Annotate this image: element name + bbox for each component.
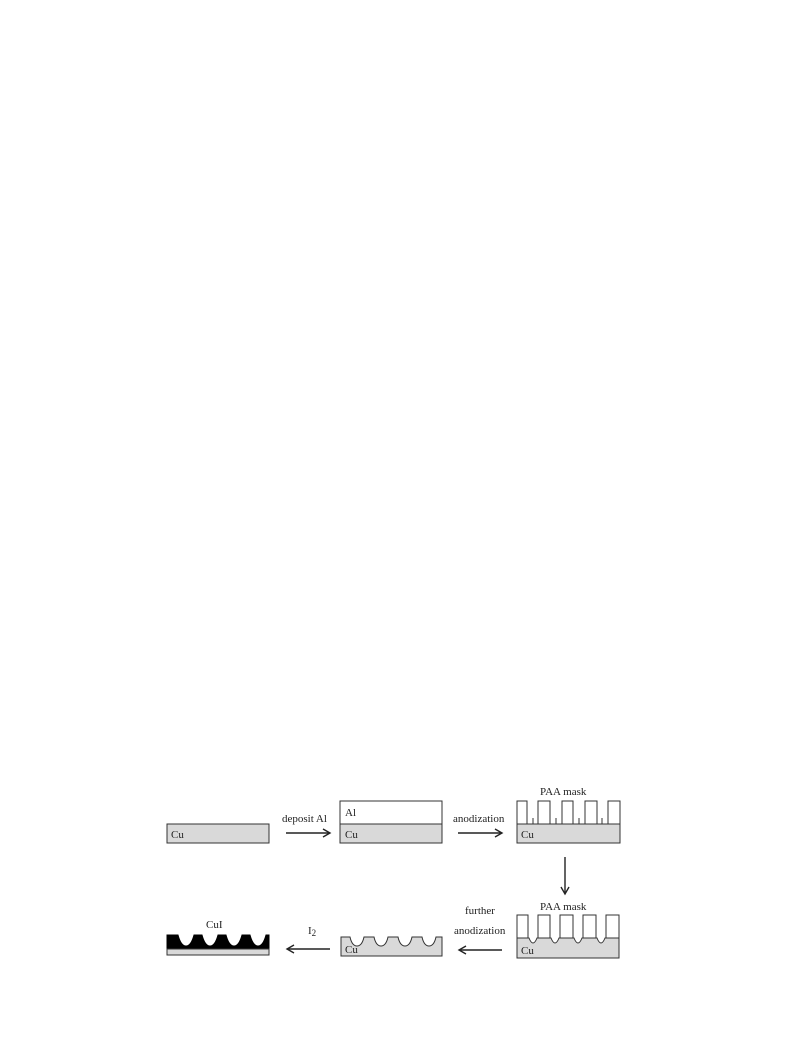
step1-substrate: [167, 824, 269, 843]
step6-cui: [167, 919, 269, 955]
cu-label: Cu: [345, 944, 358, 956]
arrow-anodization: [453, 813, 505, 837]
arrow-down: [561, 857, 569, 894]
i2-label: I2: [308, 925, 317, 938]
arrow-i2: [287, 925, 330, 953]
further-label: further: [465, 905, 495, 917]
step5-porous-cu: [341, 937, 442, 956]
paa-pillars: [517, 801, 620, 824]
further-anodization-label: anodization: [454, 925, 506, 937]
cu-label: Cu: [345, 829, 358, 841]
cu-base-layer: [167, 949, 269, 955]
deposit-al-label: deposit Al: [282, 813, 327, 825]
cui-label: CuI: [206, 919, 223, 931]
arrow-deposit-al: [282, 813, 330, 837]
al-label: Al: [345, 807, 356, 819]
step4-paa-mask-further: [517, 901, 619, 958]
cu-label: Cu: [521, 829, 534, 841]
paa-pillars: [517, 915, 619, 938]
cu-label: Cu: [521, 945, 534, 957]
step2-al-on-cu: [340, 801, 442, 843]
anodization-label: anodization: [453, 813, 505, 825]
arrow-further-anodization: [454, 905, 506, 954]
cu-label: Cu: [171, 829, 184, 841]
step3-paa-mask: [517, 786, 620, 843]
cui-layer: [167, 935, 269, 949]
paa-mask-label-2: PAA mask: [540, 901, 587, 913]
paa-mask-label: PAA mask: [540, 786, 587, 798]
